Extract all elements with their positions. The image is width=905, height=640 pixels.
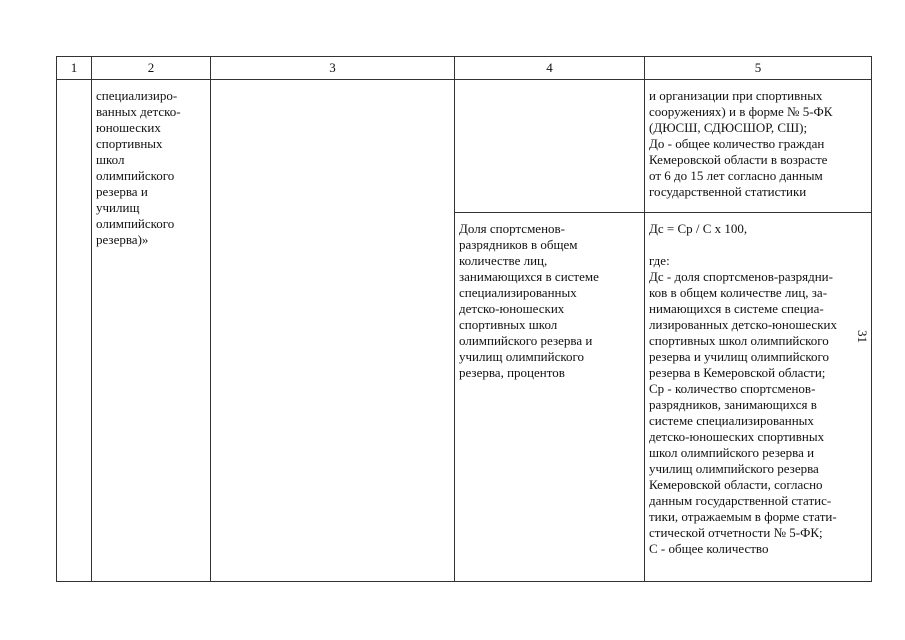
- text-line: спортивных школ: [459, 317, 558, 332]
- cell-indicator-name: [455, 213, 645, 582]
- cell-col-1: [57, 80, 92, 582]
- text-line: Кемеровской области в возрасте: [649, 152, 828, 167]
- cell-program-name: [92, 80, 211, 582]
- text-line: тики, отражаемым в форме стати-: [649, 509, 837, 524]
- text-line: разрядников в общем: [459, 237, 578, 252]
- spacer: [649, 237, 867, 253]
- text-line: количестве лиц,: [459, 253, 548, 268]
- text-line: Доля спортсменов-: [459, 221, 565, 236]
- table-header-row: [57, 57, 872, 80]
- text-line: резерва)»: [96, 232, 149, 247]
- text-line: школ: [96, 152, 125, 167]
- text-line: школ олимпийского резерва и: [649, 445, 815, 460]
- header-col-2: 2: [92, 57, 211, 80]
- cell-method-row-1: [645, 80, 872, 213]
- text-line: Кемеровской области, согласно: [649, 477, 823, 492]
- text-line: Ср - количество спортсменов-: [649, 381, 816, 396]
- page-number: 31: [855, 330, 870, 343]
- text-line: где:: [649, 253, 670, 268]
- text-line: стической отчетности № 5-ФК;: [649, 525, 823, 540]
- text-line: Дс - доля спортсменов-разрядни-: [649, 269, 833, 284]
- program-indicators-table: [56, 56, 872, 582]
- text-line: резерва и: [96, 184, 148, 199]
- text-line: детско-юношеских: [459, 301, 565, 316]
- text-line: государственной статистики: [649, 184, 807, 199]
- header-col-1: 1: [57, 57, 92, 80]
- header-col-4: 4: [455, 57, 645, 80]
- cell-col-4-row-1: [455, 80, 645, 213]
- text-line: резерва в Кемеровской области;: [649, 365, 826, 380]
- text-line: и организации при спортивных: [649, 88, 823, 103]
- text-line: резерва, процентов: [459, 365, 565, 380]
- formula: Дс = Ср / С х 100,: [649, 221, 748, 236]
- text-line: специализированных: [459, 285, 577, 300]
- text-line: системе специализированных: [649, 413, 814, 428]
- table-row-1: [57, 80, 872, 213]
- text-line: нимающихся в системе специа-: [649, 301, 824, 316]
- text-line: училищ: [96, 200, 140, 215]
- cell-col-3: [211, 80, 455, 582]
- text-line: данным государственной статис-: [649, 493, 832, 508]
- text-line: лизированных детско-юношеских: [649, 317, 837, 332]
- text-line: от 6 до 15 лет согласно данным: [649, 168, 823, 183]
- cell-method-row-2: [645, 213, 872, 582]
- text-line: олимпийского: [96, 168, 175, 183]
- text-line: училищ олимпийского: [459, 349, 585, 364]
- text-line: олимпийского резерва и: [459, 333, 593, 348]
- text-line: училищ олимпийского резерва: [649, 461, 819, 476]
- text-line: ванных детско-: [96, 104, 181, 119]
- text-line: резерва и училищ олимпийского: [649, 349, 830, 364]
- text-line: юношеских: [96, 120, 161, 135]
- text-line: спортивных школ олимпийского: [649, 333, 829, 348]
- text-line: (ДЮСШ, СДЮСШОР, СШ);: [649, 120, 808, 135]
- text-line: спортивных: [96, 136, 163, 151]
- text-line: ков в общем количестве лиц, за-: [649, 285, 828, 300]
- header-col-5: 5: [645, 57, 872, 80]
- text-line: занимающихся в системе: [459, 269, 599, 284]
- text-line: До - общее количество граждан: [649, 136, 825, 151]
- text-line: детско-юношеских спортивных: [649, 429, 825, 444]
- text-line: разрядников, занимающихся в: [649, 397, 817, 412]
- text-line: олимпийского: [96, 216, 175, 231]
- text-line: С - общее количество: [649, 541, 769, 556]
- header-col-3: 3: [211, 57, 455, 80]
- text-line: сооружениях) и в форме № 5-ФК: [649, 104, 833, 119]
- text-line: специализиро-: [96, 88, 178, 103]
